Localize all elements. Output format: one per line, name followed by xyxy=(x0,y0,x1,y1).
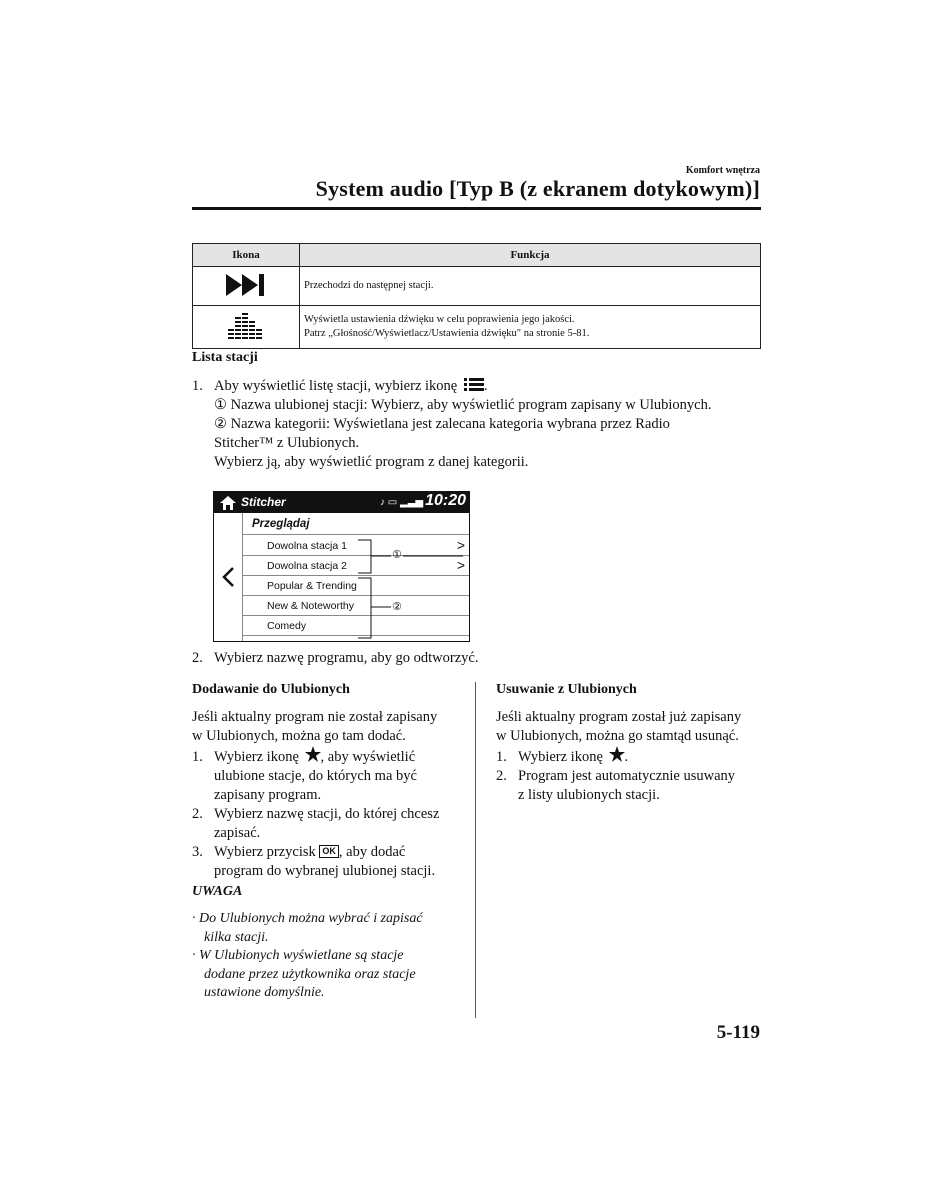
callout-2: ② xyxy=(392,601,402,613)
screen-app-title: Stitcher xyxy=(241,495,286,509)
remove-favorites-heading: Usuwanie z Ulubionych xyxy=(496,682,637,697)
callout-description: ① Nazwa ulubionej stacji: Wybierz, aby wyświetlić program zapisany w Ulubionych. xyxy=(214,397,712,413)
chevron-right-icon: > xyxy=(456,537,465,553)
column-header-icon: Ikona xyxy=(193,244,300,267)
ok-button-icon: OK xyxy=(319,845,339,858)
note-body: · Do Ulubionych można wybrać i zapisać kilka stacji. · W Ulubionych wyświetlane są stacje dodane przez użytkownika oraz stacje ustawione domyślnie. xyxy=(192,911,423,1000)
station-list-steps: 1. Aby wyświetlić listę stacji, wybierz ikonę . ① Nazwa ulubionej stacji: Wybierz, aby wyświetlić program zapisany w Ulubionych. ② Nazwa kategorii: Wyświetlana jest zalecana kategoria wybrana przez Radio Stitcher™ z Ulubionych. Wybierz ją, aby wyświetlić program z danej kategorii. xyxy=(192,377,767,472)
list-item[interactable]: Comedy xyxy=(243,616,469,636)
page-title: System audio [Typ B (z ekranem dotykowym)] xyxy=(315,176,760,201)
remove-favorites-section: Jeśli aktualny program został już zapisany w Ulubionych, można go stamtąd usunąć. 1. Wybierz ikonę . 2. Program jest automatycznie usuwany z listy ulubionych stacji. xyxy=(496,709,742,803)
page-number: 5-119 xyxy=(716,1022,760,1043)
list-item[interactable]: Dowolna stacja 1 > xyxy=(243,536,469,556)
list-item[interactable]: New & Noteworthy xyxy=(243,596,469,616)
screen-heading: Przeglądaj xyxy=(243,513,469,535)
status-icons: ♪ ▭ ▂▃▅ xyxy=(380,497,424,508)
skip-next-icon xyxy=(224,272,268,298)
section-label: Komfort wnętrza xyxy=(685,165,760,176)
back-arrow-icon[interactable] xyxy=(221,566,235,588)
callout-description: Stitcher™ z Ulubionych. xyxy=(214,435,360,451)
add-favorites-heading: Dodawanie do Ulubionych xyxy=(192,682,350,697)
chevron-right-icon: > xyxy=(456,557,465,573)
step-number: 1. xyxy=(192,378,203,394)
function-text: Patrz „Głośność/Wyświetlacz/Ustawienia dźwięku" na stronie 5-81. xyxy=(304,328,590,339)
equalizer-icon xyxy=(228,311,264,341)
table-row xyxy=(193,306,761,349)
callout-description: Wybierz ją, aby wyświetlić program z danej kategorii. xyxy=(214,454,529,470)
column-header-function: Funkcja xyxy=(300,244,761,267)
column-divider xyxy=(475,682,476,1018)
table-row xyxy=(193,267,761,306)
station-list-heading: Lista stacji xyxy=(192,350,258,365)
function-text: Przechodzi do następnej stacji. xyxy=(300,267,761,306)
star-icon xyxy=(609,746,625,762)
star-icon xyxy=(305,746,321,762)
step-text: Aby wyświetlić listę stacji, wybierz ikonę xyxy=(214,378,458,394)
screen-clock: 10:20 xyxy=(425,492,466,509)
stitcher-screen-illustration xyxy=(213,491,470,642)
station-list-step2: 2. Wybierz nazwę programu, aby go odtworzyć. xyxy=(192,650,479,666)
list-item[interactable]: Dowolna stacja 2 > xyxy=(243,556,469,576)
callout-1: ① xyxy=(392,549,402,561)
home-icon xyxy=(220,496,236,510)
list-icon xyxy=(464,378,484,391)
icon-function-table xyxy=(192,243,761,349)
callout-description: ② Nazwa kategorii: Wyświetlana jest zalecana kategoria wybrana przez Radio xyxy=(214,416,670,432)
function-text: Wyświetla ustawienia dźwięku w celu poprawienia jego jakości. xyxy=(304,313,575,325)
add-favorites-section: Jeśli aktualny program nie został zapisany w Ulubionych, można go tam dodać. 1. Wybierz ikonę , aby wyświetlić ulubione stacje, do których ma być zapisany program. 2. Wybierz nazwę stacji, do której chcesz zapisać. 3. Wybierz przycisk OK , aby dodać program do wybranej ulubionej stacji. xyxy=(192,709,440,879)
list-item[interactable]: Popular & Trending xyxy=(243,576,469,596)
screen-header xyxy=(214,492,469,513)
title-rule xyxy=(192,207,761,210)
note-title: UWAGA xyxy=(192,884,243,899)
